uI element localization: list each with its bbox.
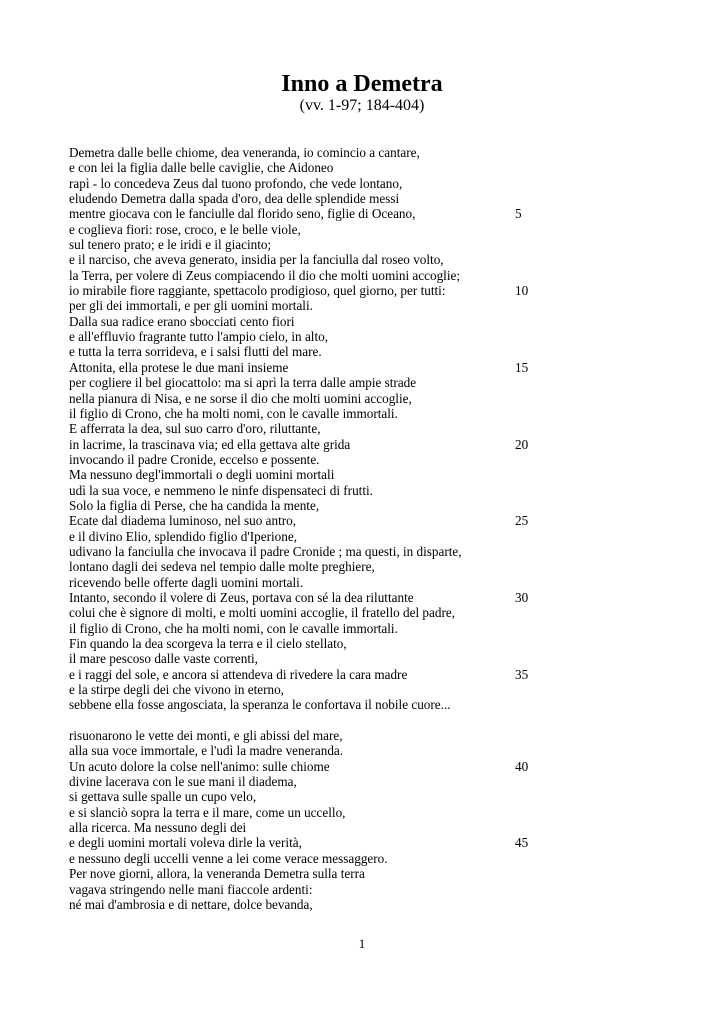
verse-text: per cogliere il bel giocattolo: ma si aprì la terra dalle ampie strade bbox=[69, 375, 417, 391]
verse-line bbox=[69, 651, 539, 666]
verse-line bbox=[69, 298, 539, 313]
verse-line bbox=[69, 360, 539, 375]
verse-text: e con lei la figlia dalle belle caviglie, che Aidoneo bbox=[69, 160, 334, 176]
verse-line bbox=[69, 437, 539, 452]
verse-line bbox=[69, 820, 539, 835]
verse-text: invocando il padre Cronide, eccelso e possente. bbox=[69, 451, 320, 467]
verse-text: la Terra, per volere di Zeus compiacendo il dio che molti uomini accoglie; bbox=[69, 267, 461, 283]
verse-text: in lacrime, la trascinava via; ed ella gettava alte grida bbox=[69, 436, 351, 452]
verse-text: divine lacerava con le sue mani il diadema, bbox=[69, 774, 297, 790]
verse-line bbox=[69, 789, 539, 804]
verse-line bbox=[69, 682, 539, 697]
verse-line bbox=[69, 590, 539, 605]
line-number: 20 bbox=[515, 436, 529, 452]
verse-line bbox=[69, 851, 539, 866]
page-title: Inno a Demetra bbox=[281, 71, 443, 97]
verse-text: ricevendo belle offerte dagli uomini mortali. bbox=[69, 574, 304, 590]
verse-line bbox=[69, 805, 539, 820]
verse-text: udì la sua voce, e nemmeno le ninfe dispensateci di frutti. bbox=[69, 482, 373, 498]
line-number: 15 bbox=[515, 359, 529, 375]
verse-text: risuonarono le vette dei monti, e gli abissi del mare, bbox=[69, 728, 343, 744]
verse-line bbox=[69, 513, 539, 528]
verse-line bbox=[69, 498, 539, 513]
verse-line bbox=[69, 605, 539, 620]
verse-text: e tutta la terra sorrideva, e i salsi flutti del mare. bbox=[69, 344, 322, 360]
verse-line bbox=[69, 206, 539, 221]
verse-line bbox=[69, 897, 539, 912]
line-number: 40 bbox=[515, 758, 529, 774]
verse-line bbox=[69, 314, 539, 329]
verse-line bbox=[69, 283, 539, 298]
verse-text: Demetra dalle belle chiome, dea veneranda, io comincio a cantare, bbox=[69, 145, 420, 160]
page-subtitle: (vv. 1-97; 184-404) bbox=[299, 97, 425, 114]
verse-text: Dalla sua radice erano sbocciati cento fiori bbox=[69, 313, 295, 329]
verse-text: lontano dagli dei sedeva nel tempio dalle molte preghiere, bbox=[69, 559, 375, 575]
verse-text: e coglieva fiori: rose, croco, e le belle viole, bbox=[69, 221, 301, 237]
verse-line bbox=[69, 344, 539, 359]
verse-text: per gli dei immortali, e per gli uomini mortali. bbox=[69, 298, 313, 314]
verse-line bbox=[69, 252, 539, 267]
stanza-gap bbox=[69, 713, 539, 728]
verse-text: e la stirpe degli dei che vivono in eterno, bbox=[69, 682, 284, 698]
verse-line bbox=[69, 452, 539, 467]
verse-text: né mai d'ambrosia e di nettare, dolce bevanda, bbox=[69, 896, 313, 912]
verse-line bbox=[69, 191, 539, 206]
verse-line bbox=[69, 421, 539, 436]
verse-line bbox=[69, 176, 539, 191]
verse-text: e degli uomini mortali voleva dirle la verità, bbox=[69, 835, 302, 851]
verse-line bbox=[69, 483, 539, 498]
page-number: 1 bbox=[358, 936, 366, 951]
line-number: 35 bbox=[515, 666, 529, 682]
verse-text: E afferrata la dea, sul suo carro d'oro, riluttante, bbox=[69, 421, 321, 437]
verse-text: il figlio di Crono, che ha molti nomi, con le cavalle immortali. bbox=[69, 620, 398, 636]
verse-text: il figlio di Crono, che ha molti nomi, con le cavalle immortali. bbox=[69, 405, 398, 421]
verse-text: si gettava sulle spalle un cupo velo, bbox=[69, 789, 257, 805]
line-number: 5 bbox=[515, 206, 522, 222]
verse-line bbox=[69, 268, 539, 283]
verse-text: Intanto, secondo il volere di Zeus, portava con sé la dea riluttante bbox=[69, 589, 414, 605]
verse-line bbox=[69, 237, 539, 252]
verse-text: udivano la fanciulla che invocava il padre Cronide ; ma questi, in disparte, bbox=[69, 543, 462, 559]
verse-line bbox=[69, 375, 539, 390]
verse-line bbox=[69, 559, 539, 574]
verse-line bbox=[69, 529, 539, 544]
verse-text: nella pianura di Nisa, e ne sorse il dio che molti uomini accoglie, bbox=[69, 390, 412, 406]
verse-text: e si slanciò sopra la terra e il mare, come un uccello, bbox=[69, 804, 346, 820]
poem-body bbox=[69, 145, 539, 912]
verse-text: Fin quando la dea scorgeva la terra e il cielo stellato, bbox=[69, 636, 347, 651]
verse-text: e il narciso, che aveva generato, insidia per la fanciulla dal roseo volto, bbox=[69, 252, 444, 268]
line-number: 25 bbox=[515, 513, 529, 529]
verse-text: io mirabile fiore raggiante, spettacolo prodigioso, quel giorno, per tutti: bbox=[69, 283, 446, 299]
verse-line bbox=[69, 329, 539, 344]
verse-line bbox=[69, 759, 539, 774]
verse-line bbox=[69, 145, 539, 160]
verse-line bbox=[69, 667, 539, 682]
verse-line bbox=[69, 728, 539, 743]
verse-line bbox=[69, 406, 539, 421]
verse-line bbox=[69, 866, 539, 881]
verse-line bbox=[69, 835, 539, 850]
verse-text: Attonita, ella protese le due mani insieme bbox=[69, 359, 289, 375]
line-number: 45 bbox=[515, 835, 529, 851]
verse-text: alla ricerca. Ma nessuno degli dei bbox=[69, 820, 247, 836]
verse-line bbox=[69, 697, 539, 712]
verse-line bbox=[69, 575, 539, 590]
verse-text: sebbene ella fosse angosciata, la speranza le confortava il nobile cuore... bbox=[69, 697, 451, 713]
verse-text: mentre giocava con le fanciulle dal florido seno, figlie di Oceano, bbox=[69, 206, 416, 222]
verse-line bbox=[69, 743, 539, 758]
verse-text: e nessuno degli uccelli venne a lei come verace messaggero. bbox=[69, 850, 388, 866]
verse-line bbox=[69, 774, 539, 789]
verse-text: Per nove giorni, allora, la veneranda Demetra sulla terra bbox=[69, 866, 365, 882]
verse-text: e il divino Elio, splendido figlio d'Iperione, bbox=[69, 528, 297, 544]
verse-line bbox=[69, 222, 539, 237]
verse-line bbox=[69, 882, 539, 897]
verse-text: vagava stringendo nelle mani fiaccole ardenti: bbox=[69, 881, 313, 897]
verse-line bbox=[69, 621, 539, 636]
verse-line bbox=[69, 544, 539, 559]
verse-text: e all'effluvio fragrante tutto l'ampio cielo, in alto, bbox=[69, 329, 329, 345]
verse-line bbox=[69, 160, 539, 175]
verse-text: rapì - lo concedeva Zeus dal tuono profondo, che vede lontano, bbox=[69, 175, 403, 191]
verse-text: eludendo Demetra dalla spada d'oro, dea delle splendide messi bbox=[69, 191, 400, 207]
verse-text: il mare pescoso dalle vaste correnti, bbox=[69, 651, 258, 667]
verse-line bbox=[69, 391, 539, 406]
verse-text: Ecate dal diadema luminoso, nel suo antro, bbox=[69, 513, 297, 529]
verse-text: alla sua voce immortale, e l'udì la madre veneranda. bbox=[69, 743, 344, 759]
verse-text: Un acuto dolore la colse nell'animo: sulle chiome bbox=[69, 758, 330, 774]
verse-text: e i raggi del sole, e ancora si attendeva di rivedere la cara madre bbox=[69, 666, 408, 682]
verse-text: Ma nessuno degl'immortali o degli uomini mortali bbox=[69, 467, 335, 483]
verse-text: colui che è signore di molti, e molti uomini accoglie, il fratello del padre, bbox=[69, 605, 455, 621]
verse-text: Solo la figlia di Perse, che ha candida la mente, bbox=[69, 497, 320, 513]
verse-line bbox=[69, 467, 539, 482]
verse-line bbox=[69, 636, 539, 651]
line-number: 30 bbox=[515, 589, 529, 605]
line-number: 10 bbox=[515, 283, 529, 299]
verse-text: sul tenero prato; e le iridi e il giacinto; bbox=[69, 237, 272, 253]
